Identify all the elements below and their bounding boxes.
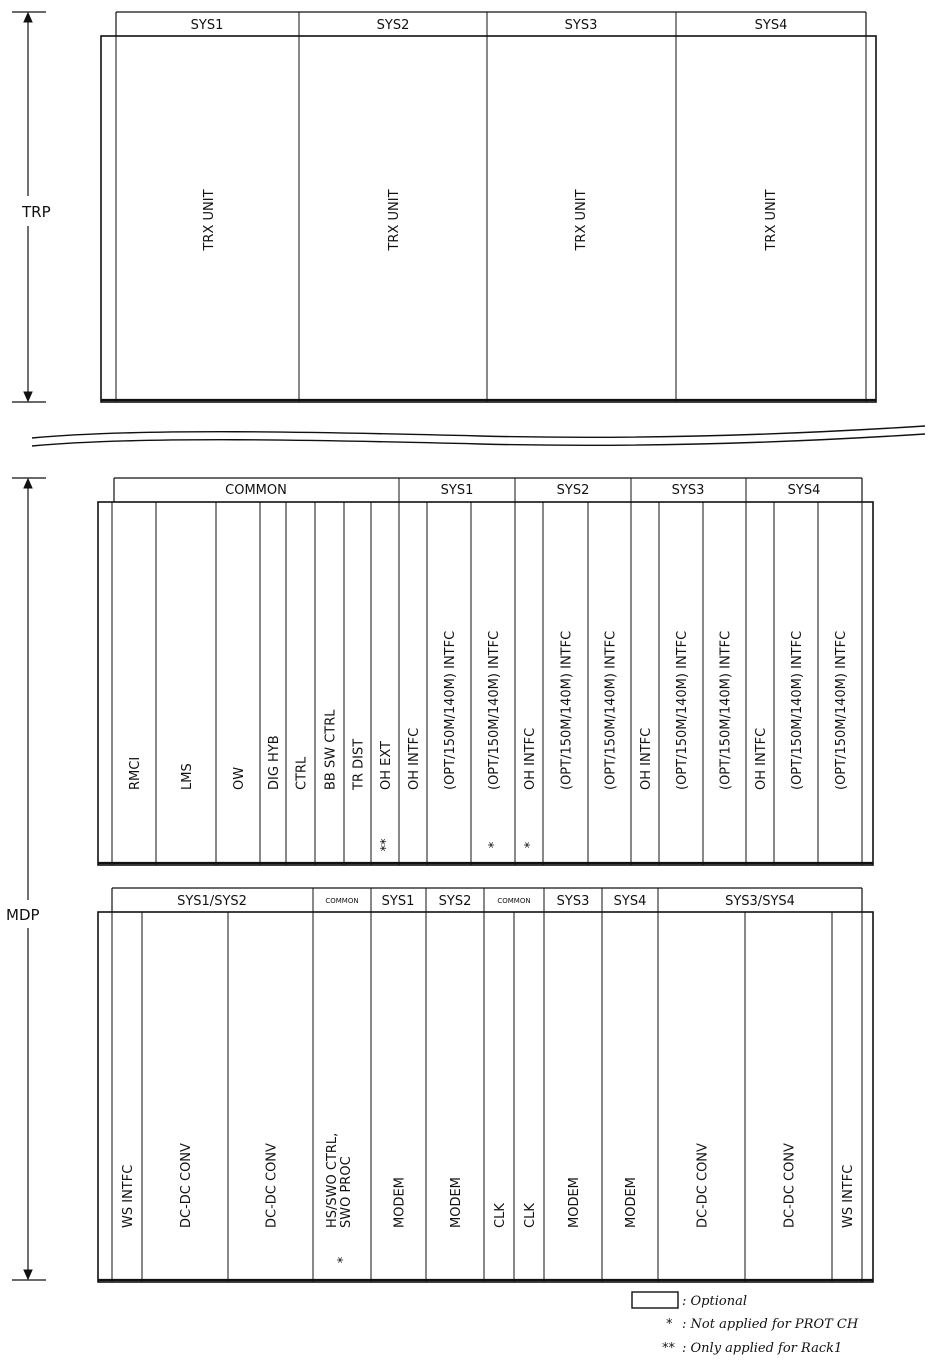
slot-label: MODEM bbox=[449, 1177, 464, 1228]
trp-header-sys1: SYS1 bbox=[190, 18, 224, 33]
lower-slot-dividers bbox=[112, 912, 862, 1282]
slot-label: MODEM bbox=[392, 1177, 408, 1228]
break-marks bbox=[32, 426, 925, 446]
trp-shelf bbox=[101, 12, 876, 402]
slot-label: OH INTFC bbox=[639, 727, 654, 790]
slot-label: CLK bbox=[493, 1203, 508, 1228]
trp-unit-sys4: TRX UNIT bbox=[764, 189, 779, 251]
mdp-upper-shelf bbox=[98, 478, 873, 865]
mdp-upper-header-common: COMMON bbox=[225, 483, 287, 498]
lower-slot-labels bbox=[121, 1133, 856, 1264]
trp-unit-sys3: TRX UNIT bbox=[574, 189, 589, 251]
mdp-lower-header-sys1: SYS1 bbox=[381, 894, 415, 909]
mdp-lower-header-sys1-sys2: SYS1/SYS2 bbox=[177, 894, 247, 909]
slot-label: TR DIST bbox=[351, 738, 367, 790]
slot-label: CLK bbox=[523, 1203, 538, 1228]
legend-double-star-symbol: ** bbox=[662, 1341, 675, 1356]
mdp-lower-header-sys3-sys4: SYS3/SYS4 bbox=[725, 894, 795, 909]
slot-label: (OPT/150M/140M) INTFC bbox=[487, 630, 502, 790]
slot-label: (OPT/150M/140M) INTFC bbox=[443, 630, 458, 790]
slot-label: CTRL bbox=[294, 756, 310, 790]
trp-dimension bbox=[12, 12, 51, 402]
legend-star-text: : Not applied for PROT CH bbox=[682, 1317, 859, 1332]
slot-label: BB SW CTRL bbox=[323, 709, 339, 790]
slot-label: DC-DC CONV bbox=[179, 1143, 194, 1228]
mdp-lower-shelf bbox=[98, 888, 873, 1282]
mdp-label: MDP bbox=[6, 906, 40, 924]
mdp-upper-header-sys2: SYS2 bbox=[556, 483, 590, 498]
mdp-lower-header-sys4: SYS4 bbox=[613, 894, 647, 909]
slot-label: OH INTFC bbox=[407, 727, 422, 790]
slot-mark: * bbox=[336, 1256, 351, 1264]
slot-label: WS INTFC bbox=[121, 1164, 136, 1228]
trp-unit-sys1: TRX UNIT bbox=[202, 189, 217, 251]
legend bbox=[632, 1292, 859, 1356]
legend-optional-box bbox=[632, 1292, 678, 1308]
slot-label: LMS bbox=[180, 763, 195, 790]
trp-label: TRP bbox=[22, 203, 51, 221]
slot-label-line2: SWO PROC bbox=[339, 1156, 354, 1228]
slot-mark: * bbox=[523, 841, 538, 849]
slot-label: OH INTFC bbox=[523, 727, 538, 790]
slot-label: (OPT/150M/140M) INTFC bbox=[559, 630, 575, 790]
slot-label: MODEM bbox=[567, 1177, 582, 1228]
slot-label: (OPT/150M/140M) INTFC bbox=[718, 630, 734, 790]
slot-label: DIG HYB bbox=[267, 735, 282, 790]
upper-slot-labels bbox=[128, 631, 849, 852]
mdp-dimension bbox=[6, 478, 46, 1280]
slot-mark: ** bbox=[379, 838, 394, 852]
mdp-upper-header-sys3: SYS3 bbox=[671, 483, 705, 498]
slot-label: (OPT/150M/140M) INTFC bbox=[603, 630, 619, 790]
slot-label: HS/SWO CTRL, bbox=[325, 1132, 340, 1228]
mdp-lower-header-common-1: COMMON bbox=[325, 897, 359, 905]
mdp-lower-header-sys2: SYS2 bbox=[438, 894, 472, 909]
mdp-lower-header-sys3: SYS3 bbox=[556, 894, 590, 909]
trp-header-sys2: SYS2 bbox=[376, 18, 410, 33]
slot-label: OH INTFC bbox=[754, 727, 769, 790]
slot-label: DC-DC CONV bbox=[695, 1143, 711, 1228]
slot-mark: * bbox=[487, 841, 502, 849]
slot-label: (OPT/150M/140M) INTFC bbox=[790, 630, 805, 790]
trp-header-sys4: SYS4 bbox=[754, 18, 788, 33]
slot-label: DC-DC CONV bbox=[264, 1143, 280, 1228]
legend-double-star-text: : Only applied for Rack1 bbox=[682, 1341, 843, 1356]
slot-label: WS INTFC bbox=[841, 1164, 856, 1228]
slot-label: OW bbox=[232, 766, 247, 790]
mdp-upper-header-sys1: SYS1 bbox=[440, 483, 474, 498]
trp-header-sys3: SYS3 bbox=[564, 18, 598, 33]
slot-label: DC-DC CONV bbox=[782, 1143, 798, 1228]
legend-star-symbol: * bbox=[666, 1317, 673, 1332]
slot-label: OH EXT bbox=[379, 741, 394, 790]
slot-label: MODEM bbox=[624, 1177, 639, 1228]
legend-optional-text: : Optional bbox=[682, 1294, 747, 1309]
mdp-upper-header-sys4: SYS4 bbox=[787, 483, 821, 498]
slot-label: RMCI bbox=[128, 756, 143, 790]
trp-unit-sys2: TRX UNIT bbox=[387, 189, 402, 251]
mdp-lower-header-common-2: COMMON bbox=[497, 897, 531, 905]
slot-label: (OPT/150M/140M) INTFC bbox=[834, 630, 849, 790]
slot-label: (OPT/150M/140M) INTFC bbox=[675, 630, 690, 790]
